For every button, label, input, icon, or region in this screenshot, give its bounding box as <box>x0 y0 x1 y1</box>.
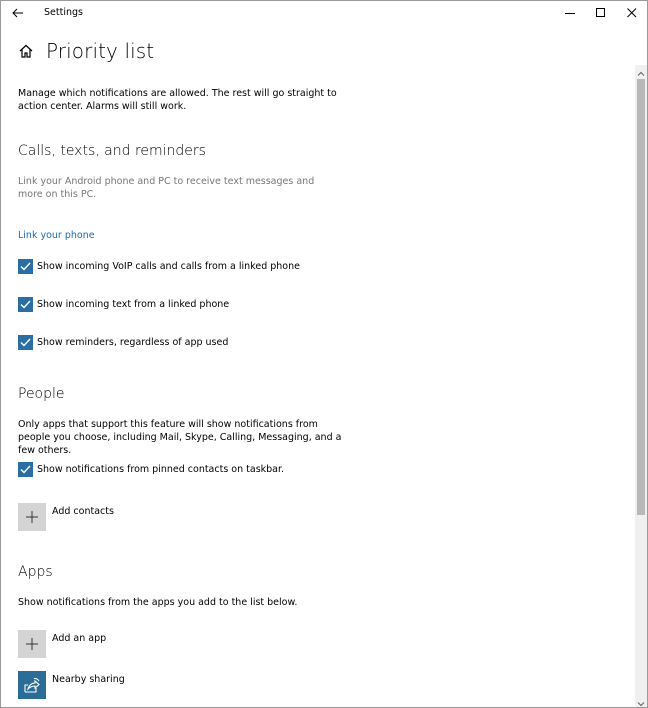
home-button[interactable] <box>18 43 34 59</box>
scroll-down-button[interactable] <box>635 695 647 707</box>
apps-heading: Apps <box>18 564 53 580</box>
back-arrow-icon <box>10 5 26 21</box>
close-button[interactable] <box>617 1 647 26</box>
checkmark-icon <box>20 464 31 475</box>
pinned-contacts-checkbox-row[interactable] <box>18 461 284 477</box>
voip-calls-checkbox-row[interactable] <box>18 258 300 274</box>
add-contacts-tile[interactable] <box>18 503 46 531</box>
add-contacts-label: Add contacts <box>52 506 114 517</box>
back-button[interactable] <box>10 5 26 21</box>
checkmark-icon <box>20 261 31 272</box>
minimize-icon <box>565 8 575 18</box>
incoming-text-checkbox[interactable] <box>18 297 33 312</box>
title-bar <box>1 1 647 26</box>
maximize-icon <box>596 8 606 18</box>
reminders-checkbox[interactable] <box>18 335 33 350</box>
scroll-down-arrow-icon <box>635 698 647 708</box>
people-description: Only apps that support this feature will show notifications from people you choose, including Mail, Skype, Calling, Messaging, and a few others. <box>18 419 342 456</box>
incoming-text-checkbox-row[interactable] <box>18 296 229 312</box>
plus-icon <box>26 511 38 523</box>
voip-calls-checkbox[interactable] <box>18 259 33 274</box>
nearby-sharing-icon <box>23 676 41 694</box>
apps-description: Show notifications from the apps you add to the list below. <box>18 597 298 608</box>
vertical-scrollbar[interactable] <box>635 65 647 708</box>
add-app-tile[interactable] <box>18 630 46 658</box>
checkmark-icon <box>20 299 31 310</box>
plus-icon <box>26 638 38 650</box>
pinned-contacts-checkbox[interactable] <box>18 462 33 477</box>
window-title: Settings <box>44 7 83 18</box>
link-phone-link[interactable]: Link your phone <box>18 230 95 241</box>
calls-description: Link your Android phone and PC to receive text messages and more on this PC. <box>18 176 315 200</box>
people-heading: People <box>18 386 65 402</box>
checkbox-label: Show incoming text from a linked phone <box>37 298 230 310</box>
maximize-button[interactable] <box>586 1 616 26</box>
scroll-thumb[interactable] <box>637 79 645 515</box>
nearby-sharing-tile <box>18 671 46 699</box>
home-icon <box>18 43 34 59</box>
intro-text: Manage which notifications are allowed. The rest will go straight to action center. Alarms will still work. <box>18 88 337 112</box>
checkbox-label: Show reminders, regardless of app used <box>37 336 229 348</box>
checkbox-label: Show incoming VoIP calls and calls from a linked phone <box>37 260 300 272</box>
reminders-checkbox-row[interactable] <box>18 334 228 350</box>
scroll-up-button[interactable] <box>635 65 647 77</box>
checkbox-label: Show notifications from pinned contacts on taskbar. <box>37 463 285 475</box>
minimize-button[interactable] <box>555 1 585 26</box>
calls-heading: Calls, texts, and reminders <box>18 143 206 159</box>
page-title: Priority list <box>46 39 155 63</box>
add-app-label: Add an app <box>52 633 107 644</box>
close-icon <box>627 8 637 18</box>
checkmark-icon <box>20 337 31 348</box>
app-item-label: Nearby sharing <box>52 674 125 685</box>
